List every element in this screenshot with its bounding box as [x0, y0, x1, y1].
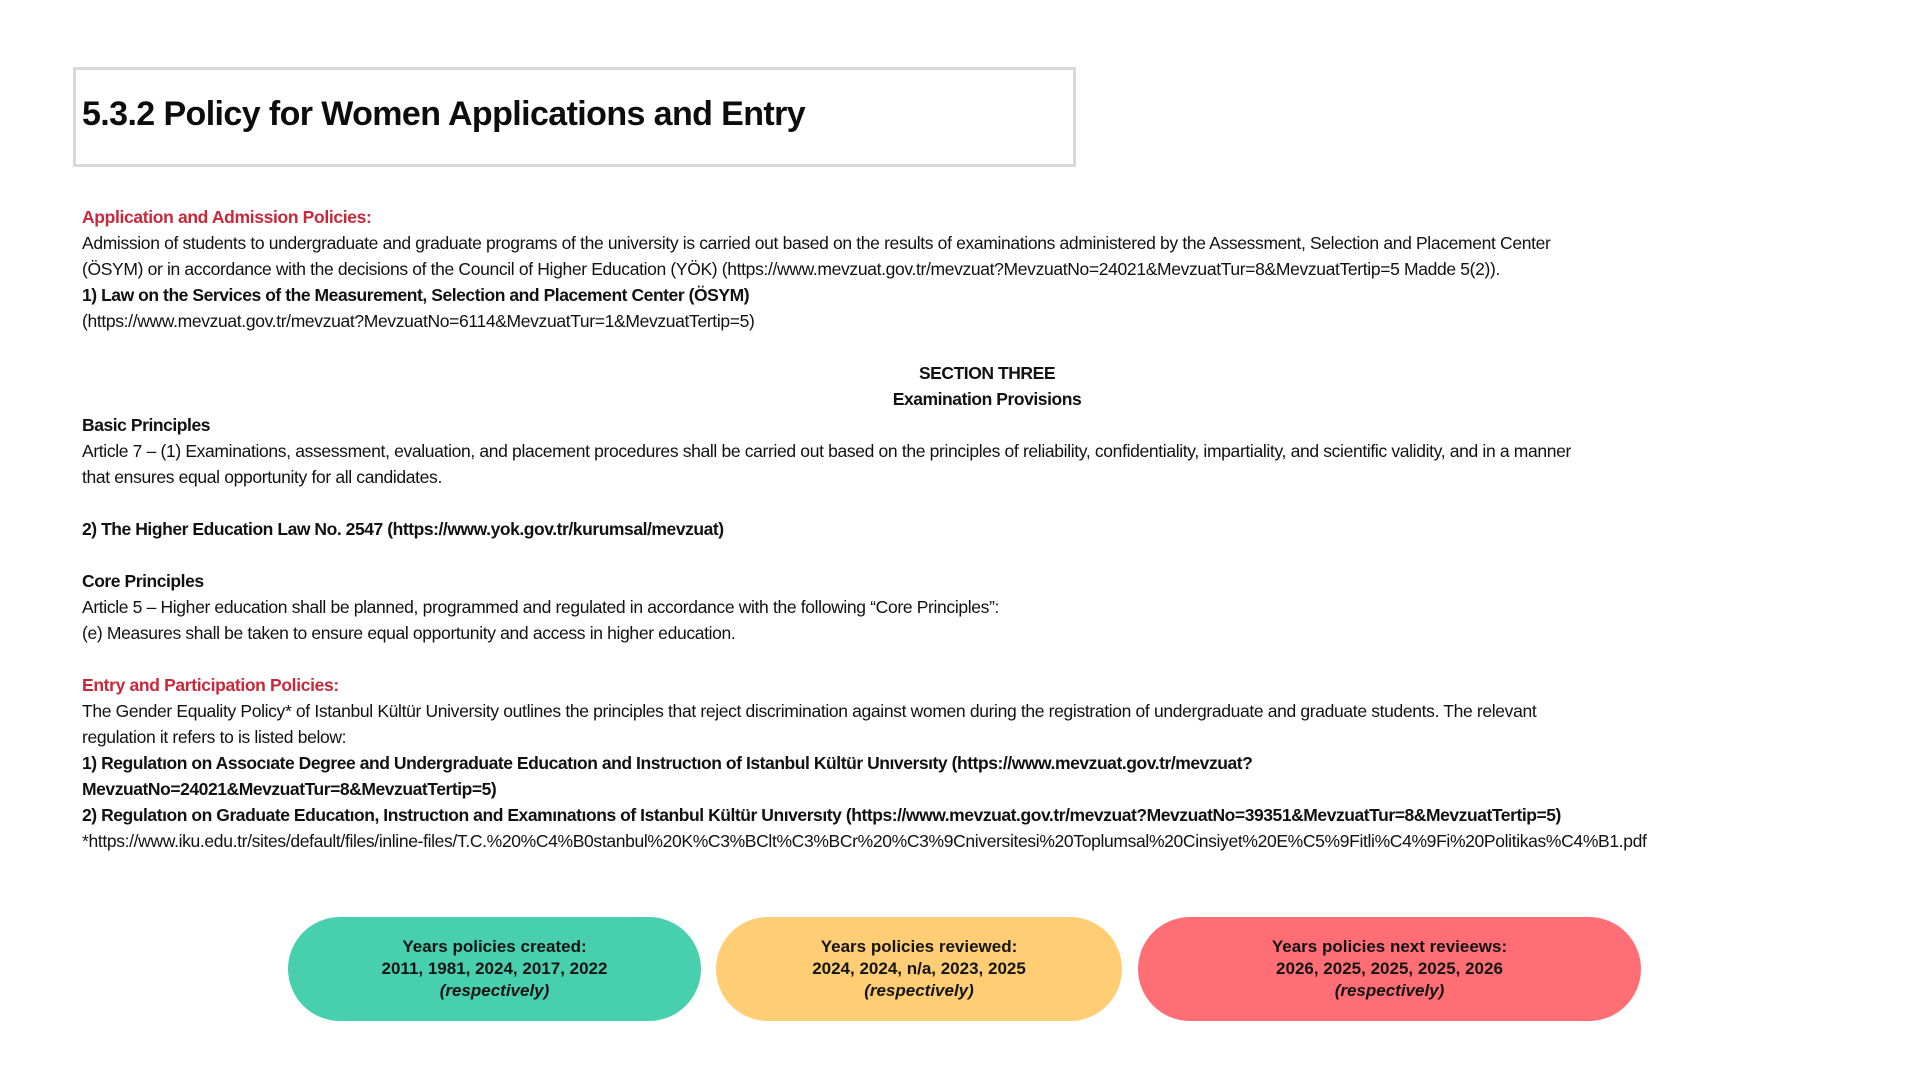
- application-paragraph-line-2: (ÖSYM) or in accordance with the decisions of the Council of Higher Education (YÖK) (https://www.mevzuat.gov.tr/mevzuat?MevzuatNo=24021&MevzuatTur=8&MevzuatTertip=5 Madde 5(2)).: [82, 259, 1500, 279]
- spacer: [82, 490, 1902, 516]
- years-reviewed-label: Years policies reviewed:: [820, 937, 1018, 956]
- years-next-review-label: Years policies next revieews:: [1271, 937, 1508, 956]
- entry-paragraph-line-2: regulation it refers to is listed below:: [82, 727, 347, 747]
- years-reviewed-note: (respectively): [864, 981, 974, 1000]
- law-1-link[interactable]: (https://www.mevzuat.gov.tr/mevzuat?MevzuatNo=6114&MevzuatTur=1&MevzuatTertip=5): [82, 311, 755, 331]
- section-title: SECTION THREE: [918, 363, 1056, 383]
- document-body: [82, 204, 1902, 854]
- article-7-line-1: Article 7 – (1) Examinations, assessment, evaluation, and placement procedures shall be carried out based on the principles of reliability, confidentiality, impartiality, and scientific validity, and in a manner: [82, 441, 1571, 461]
- regulation-1-line-1[interactable]: 1) Regulatıon on Assocıate Degree and Undergraduate Educatıon and Instructıon of Istanbul Kültür Unıversıty (https://www.mevzuat.gov.tr/mevzuat?: [82, 753, 1253, 773]
- page-title: 5.3.2 Policy for Women Applications and Entry: [82, 95, 806, 133]
- application-paragraph-line-1: Admission of students to undergraduate and graduate programs of the university is carried out based on the results of examinations administered by the Assessment, Selection and Placement Center: [82, 233, 1551, 253]
- basic-principles-heading: Basic Principles: [82, 415, 211, 435]
- footnote-url[interactable]: *https://www.iku.edu.tr/sites/default/files/inline-files/T.C.%20%C4%B0stanbul%20K%C3%BClt%C3%BCr%20%C3%9Cniversitesi%20Toplumsal%20Cinsiyet%20E%C5%9Fitli%C4%9Fi%20Politikas%C4%B1.pdf: [82, 831, 1647, 851]
- years-created-note: (respectively): [439, 981, 550, 1000]
- years-next-review-pill: [1138, 917, 1641, 1021]
- law-2-title[interactable]: 2) The Higher Education Law No. 2547 (https://www.yok.gov.tr/kurumsal/mevzuat): [82, 519, 724, 539]
- application-heading: Application and Admission Policies:: [82, 207, 372, 227]
- entry-heading: Entry and Participation Policies:: [82, 675, 339, 695]
- entry-paragraph-line-1: The Gender Equality Policy* of Istanbul Kültür University outlines the principles that reject discrimination against women during the registration of undergraduate and graduate students. The relevant: [82, 701, 1537, 721]
- years-next-review-note: (respectively): [1334, 981, 1445, 1000]
- regulation-1-line-2[interactable]: MevzuatNo=24021&MevzuatTur=8&MevzuatTertip=5): [82, 779, 497, 799]
- article-7-line-2: that ensures equal opportunity for all candidates.: [82, 467, 442, 487]
- core-principles-heading: Core Principles: [82, 571, 204, 591]
- years-created-pill: [288, 917, 701, 1021]
- article-5-line: Article 5 – Higher education shall be planned, programmed and regulated in accordance with the following “Core Principles”:: [82, 597, 1000, 617]
- spacer: [82, 334, 1902, 360]
- spacer: [82, 542, 1902, 568]
- spacer: [82, 646, 1902, 672]
- years-created-label: Years policies created:: [402, 937, 587, 956]
- years-next-review-values: 2026, 2025, 2025, 2025, 2026: [1276, 959, 1503, 978]
- section-subtitle: Examination Provisions: [892, 389, 1082, 409]
- years-reviewed-pill: [716, 917, 1122, 1021]
- law-1-title: 1) Law on the Services of the Measurement, Selection and Placement Center (ÖSYM): [82, 285, 750, 305]
- years-created-values: 2011, 1981, 2024, 2017, 2022: [381, 959, 608, 978]
- article-5-item-e: (e) Measures shall be taken to ensure equal opportunity and access in higher education.: [82, 623, 736, 643]
- regulation-2[interactable]: 2) Regulatıon on Graduate Educatıon, Instructıon and Examınatıons of Istanbul Kültür Unıversıty (https://www.mevzuat.gov.tr/mevzuat?MevzuatNo=39351&MevzuatTur=8&MevzuatTertip=5): [82, 805, 1561, 825]
- years-reviewed-values: 2024, 2024, n/a, 2023, 2025: [812, 959, 1026, 978]
